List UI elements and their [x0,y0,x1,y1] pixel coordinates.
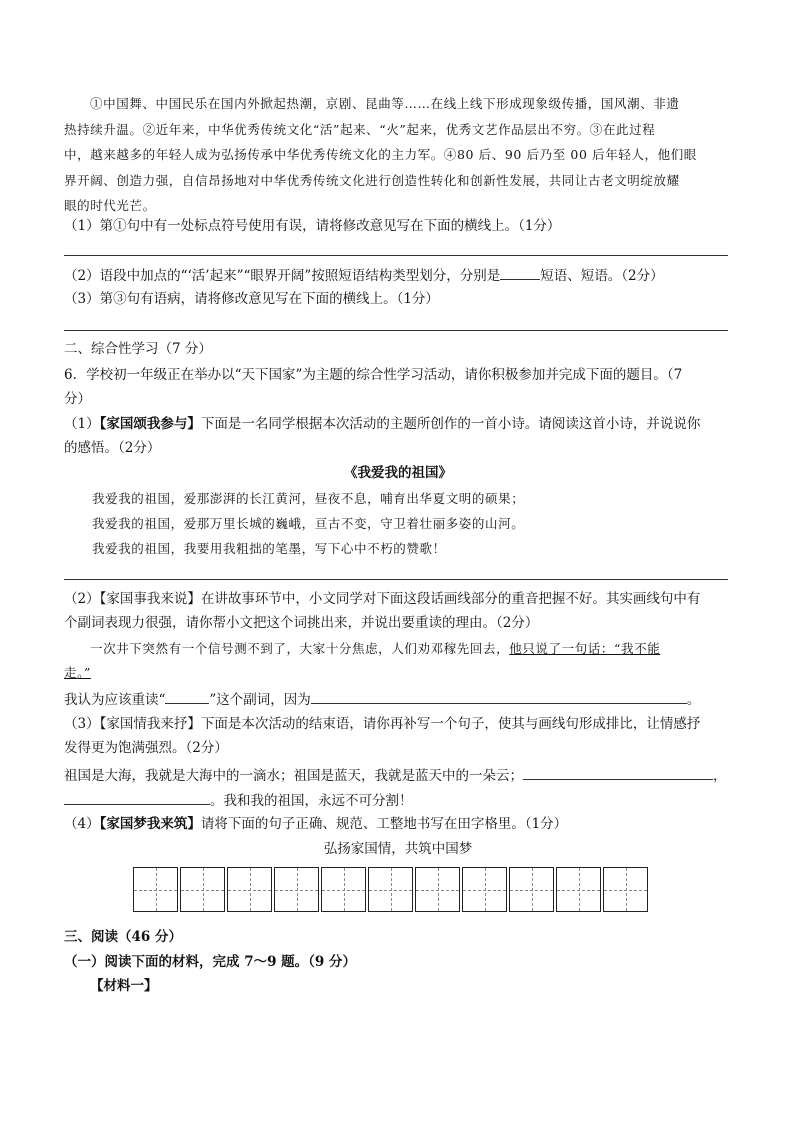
tianzige-cell[interactable] [462,867,507,912]
s4-line [64,815,732,833]
answer-line[interactable] [64,255,728,256]
s3-line-2: 发得更为饱满强烈。（2分） [64,740,228,756]
s3-sentence-line-2 [64,790,732,810]
tianzige-cell[interactable] [415,867,460,912]
q5-sub2-text-a: （2）语段中加点的“‘活’起来”“眼界开阔”按照短语结构类型划分，分别是 [64,268,501,284]
s2-story-line-1 [64,640,732,658]
s1-line-1 [64,415,732,433]
material-label: 【材料一】 [90,978,158,994]
q6-line-2: 分） [64,391,91,407]
tianzige-cell[interactable] [368,867,413,912]
answer-blank[interactable] [500,265,540,280]
section3-subtitle: （一）阅读下面的材料，完成 7～9 题。（9 分） [64,954,357,970]
s3-sentence: 祖国是大海，我就是大海中的一滴水；祖国是蓝天，我就是蓝天中的一朵云； [64,768,523,784]
s2-number: （2） [64,591,100,607]
s2-line-1 [64,590,732,608]
answer-blank[interactable] [64,790,210,805]
poem-line-3: 我爱我的祖国，我要用我粗拙的笔墨，写下心中不朽的赞歌！ [92,541,446,556]
answer-line[interactable] [64,330,728,331]
s1-line-2: 的感悟。（2分） [64,440,161,456]
s4-tag: 【家国梦我来筑】 [99,816,201,832]
tianzige-cell[interactable] [227,867,272,912]
passage-line-1: ①中国舞、中国民乐在国内外掀起热潮，京剧、昆曲等……在线上线下形成现象级传播，国风潮、非遗 [90,96,680,111]
s2-story-underlined: 他只说了一句话：“我不能 [509,641,661,656]
s4-number: （4） [64,816,100,832]
passage-line-2: 热持续升温。②近年来，中华优秀传统文化“活”起来、“火”起来，优秀文艺作品层出不穷。③在此过程 [64,122,656,137]
tianzige-cell[interactable] [274,867,319,912]
s3-line-1 [64,715,732,733]
poem-line-2: 我爱我的祖国，爱那万里长城的巍峨，亘古不变，守卫着壮丽多姿的山河。 [92,516,525,531]
s2-line-2: 个副词表现力很强，请你帮小文把这个词挑出来，并说出要重读的理由。（2分） [64,615,539,631]
s4-text: 请将下面的句子正确、规范、工整地书写在田字格里。（1分） [200,816,568,832]
s3-sentence-line-1 [64,765,732,785]
q6-line-1: 6．学校初一年级正在举办以“天下国家”为主题的综合性学习活动，请你积极参加并完成下面的题目。（7 [64,367,683,383]
section3-title: 三、阅读（46 分） [64,929,182,945]
s2-answer-line [64,689,732,709]
s2-answer-text-b: ”这个副词，因为 [209,692,311,708]
q5-sub3: （3）第③句有语病，请将修改意见写在下面的横线上。（1分） [64,291,439,307]
poem-title: 《我爱我的祖国》 [344,465,452,481]
answer-blank[interactable] [311,689,687,704]
answer-blank[interactable] [523,765,713,780]
answer-line[interactable] [64,579,728,580]
poem-line-1: 我爱我的祖国，爱那澎湃的长江黄河，昼夜不息，哺育出华夏文明的硕果； [92,491,525,506]
section2-title: 二、综合性学习（7 分） [64,341,212,357]
s1-text: 下面是一名同学根据本次活动的主题所创作的一首小诗。请阅读这首小诗，并说说你 [200,416,701,432]
tianzige-cell[interactable] [133,867,178,912]
s3-sentence-end: ， [713,768,727,784]
s4-sentence: 弘扬家国情，共筑中国梦 [323,841,473,857]
tianzige-cell[interactable] [509,867,554,912]
passage-line-5: 眼的时代光芒。 [64,198,156,213]
passage-line-4: 界开阔、创造力强，自信昂扬地对中华优秀传统文化进行创造性转化和创新性发展，共同让古老文明绽放耀 [64,173,680,188]
s2-story-text: 一次井下突然有一个信号测不到了，大家十分焦虑，人们劝邓稼先回去， [90,641,510,656]
s2-story-line-2: 走。” [64,665,91,680]
tianzige-cell[interactable] [180,867,225,912]
s3-text: 下面是本次活动的结束语，请你再补写一个句子，使其与画线句形成排比，让情感抒 [200,716,701,732]
answer-blank[interactable] [165,689,209,704]
q5-sub2 [64,265,732,285]
s3-sentence-tail: 。我和我的祖国，永远不可分割！ [210,793,413,809]
s3-number: （3） [64,716,100,732]
s2-answer-text-a: 我认为应该重读“ [64,692,166,708]
s1-tag: 【家国颂我参与】 [99,416,201,432]
tianzige-grid [133,867,650,912]
passage-line-3: 中，越来越多的年轻人成为弘扬传承中华优秀传统文化的主力军。④80 后、90 后乃至 00 后年轻人，他们眼 [64,147,697,162]
s1-number: （1） [64,416,100,432]
s2-tag: 【家国事我来说】 [99,591,201,607]
s2-answer-text-c: 。 [686,692,701,708]
tianzige-cell[interactable] [556,867,601,912]
s3-tag: 【家国情我来抒】 [99,716,201,732]
tianzige-cell[interactable] [321,867,366,912]
tianzige-cell[interactable] [603,867,648,912]
s2-text: 在讲故事环节中，小文同学对下面这段话画线部分的重音把握不好。其实画线句中有 [200,591,701,607]
q5-sub2-text-b: 短语、短语。（2分） [540,268,664,284]
q5-sub1: （1）第①句中有一处标点符号使用有误，请将修改意见写在下面的横线上。（1分） [64,218,561,234]
